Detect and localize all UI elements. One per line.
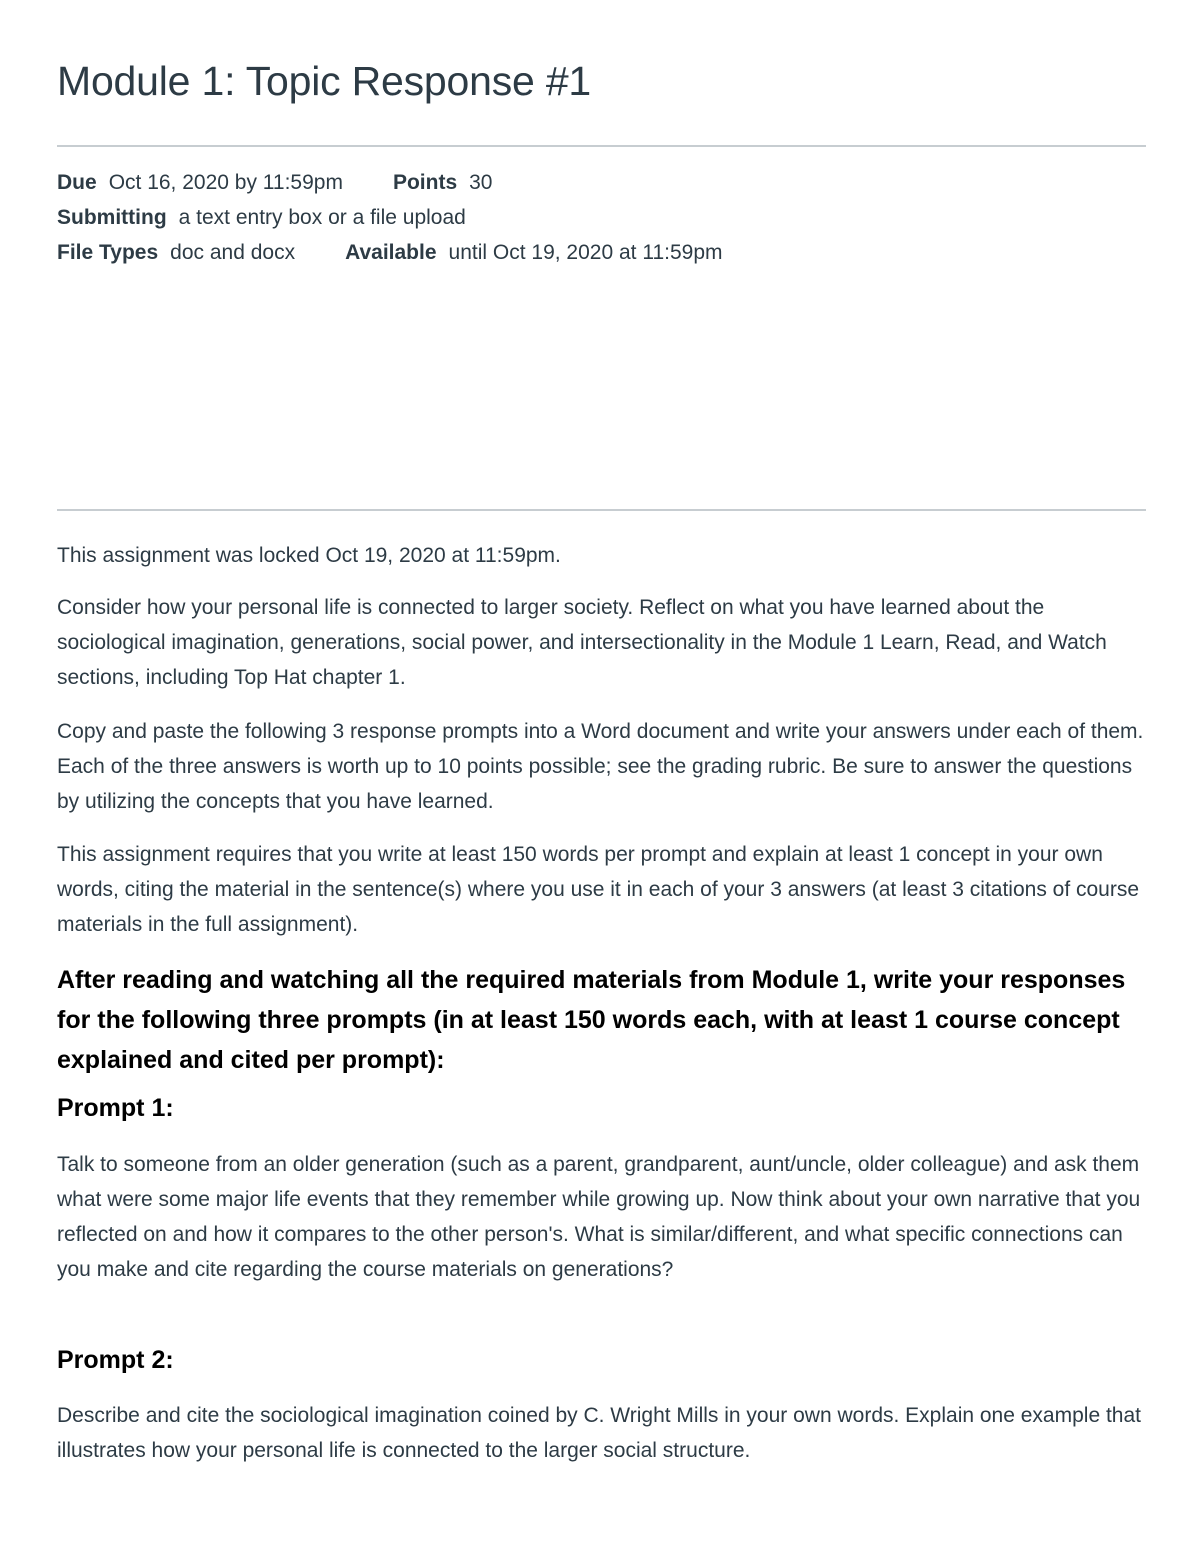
submitting-value: a text entry box or a file upload	[178, 206, 466, 229]
details-row-filetypes-available	[57, 238, 723, 268]
file-types-value: doc and docx	[170, 241, 296, 264]
header-divider	[57, 145, 1146, 147]
details-row-submitting	[57, 203, 466, 233]
description-paragraph-1: Consider how your personal life is connected to larger society. Reflect on what you have learned about the sociological imagination, generations, social power, and intersectionality in the Module 1 Learn, Read, and Watch sections, including Top Hat chapter 1.	[57, 596, 1107, 689]
available-label: Available	[345, 241, 437, 264]
details-divider	[57, 509, 1146, 511]
file-types-label: File Types	[57, 241, 159, 264]
description-paragraph-2: Copy and paste the following 3 response prompts into a Word document and write your answers under each of them. Each of the three answers is worth up to 10 points possible; see the grading rubric. Be sure to answer the questions by utilizing the concepts that you have learned.	[57, 720, 1144, 813]
description-paragraph-3: This assignment requires that you write at least 150 words per prompt and explain at least 1 concept in your own words, citing the material in the sentence(s) where you use it in each of your 3 answers (at least 3 citations of course materials in the full assignment).	[57, 843, 1140, 936]
details-row-due-points	[57, 168, 492, 198]
instructions-heading: After reading and watching all the required materials from Module 1, write your responses for the following three prompts (in at least 150 words each, with at least 1 course concept explained and cited per prompt):	[57, 966, 1126, 1074]
page-title: Module 1: Topic Response #1	[57, 58, 592, 104]
points-label: Points	[392, 171, 458, 194]
available-value: until Oct 19, 2020 at 11:59pm	[448, 241, 723, 264]
locked-notice: This assignment was locked Oct 19, 2020 at 11:59pm.	[57, 544, 561, 567]
points-value: 30	[469, 171, 493, 194]
due-value: Oct 16, 2020 by 11:59pm	[108, 171, 343, 194]
submitting-label: Submitting	[57, 206, 167, 229]
prompt-1-heading: Prompt 1:	[57, 1094, 174, 1122]
prompt-2-heading: Prompt 2:	[57, 1346, 174, 1374]
prompt-2-text: Describe and cite the sociological imagination coined by C. Wright Mills in your own words. Explain one example that illustrates how your personal life is connected to the larger social structure.	[57, 1404, 1141, 1462]
due-label: Due	[57, 171, 97, 194]
prompt-1-text: Talk to someone from an older generation (such as a parent, grandparent, aunt/uncle, older colleague) and ask them what were some major life events that they remember while growing up. Now think about your own narrative that you reflected on and how it compares to the other person's. What is similar/different, and what specific connections can you make and cite regarding the course materials on generations?	[57, 1153, 1141, 1281]
